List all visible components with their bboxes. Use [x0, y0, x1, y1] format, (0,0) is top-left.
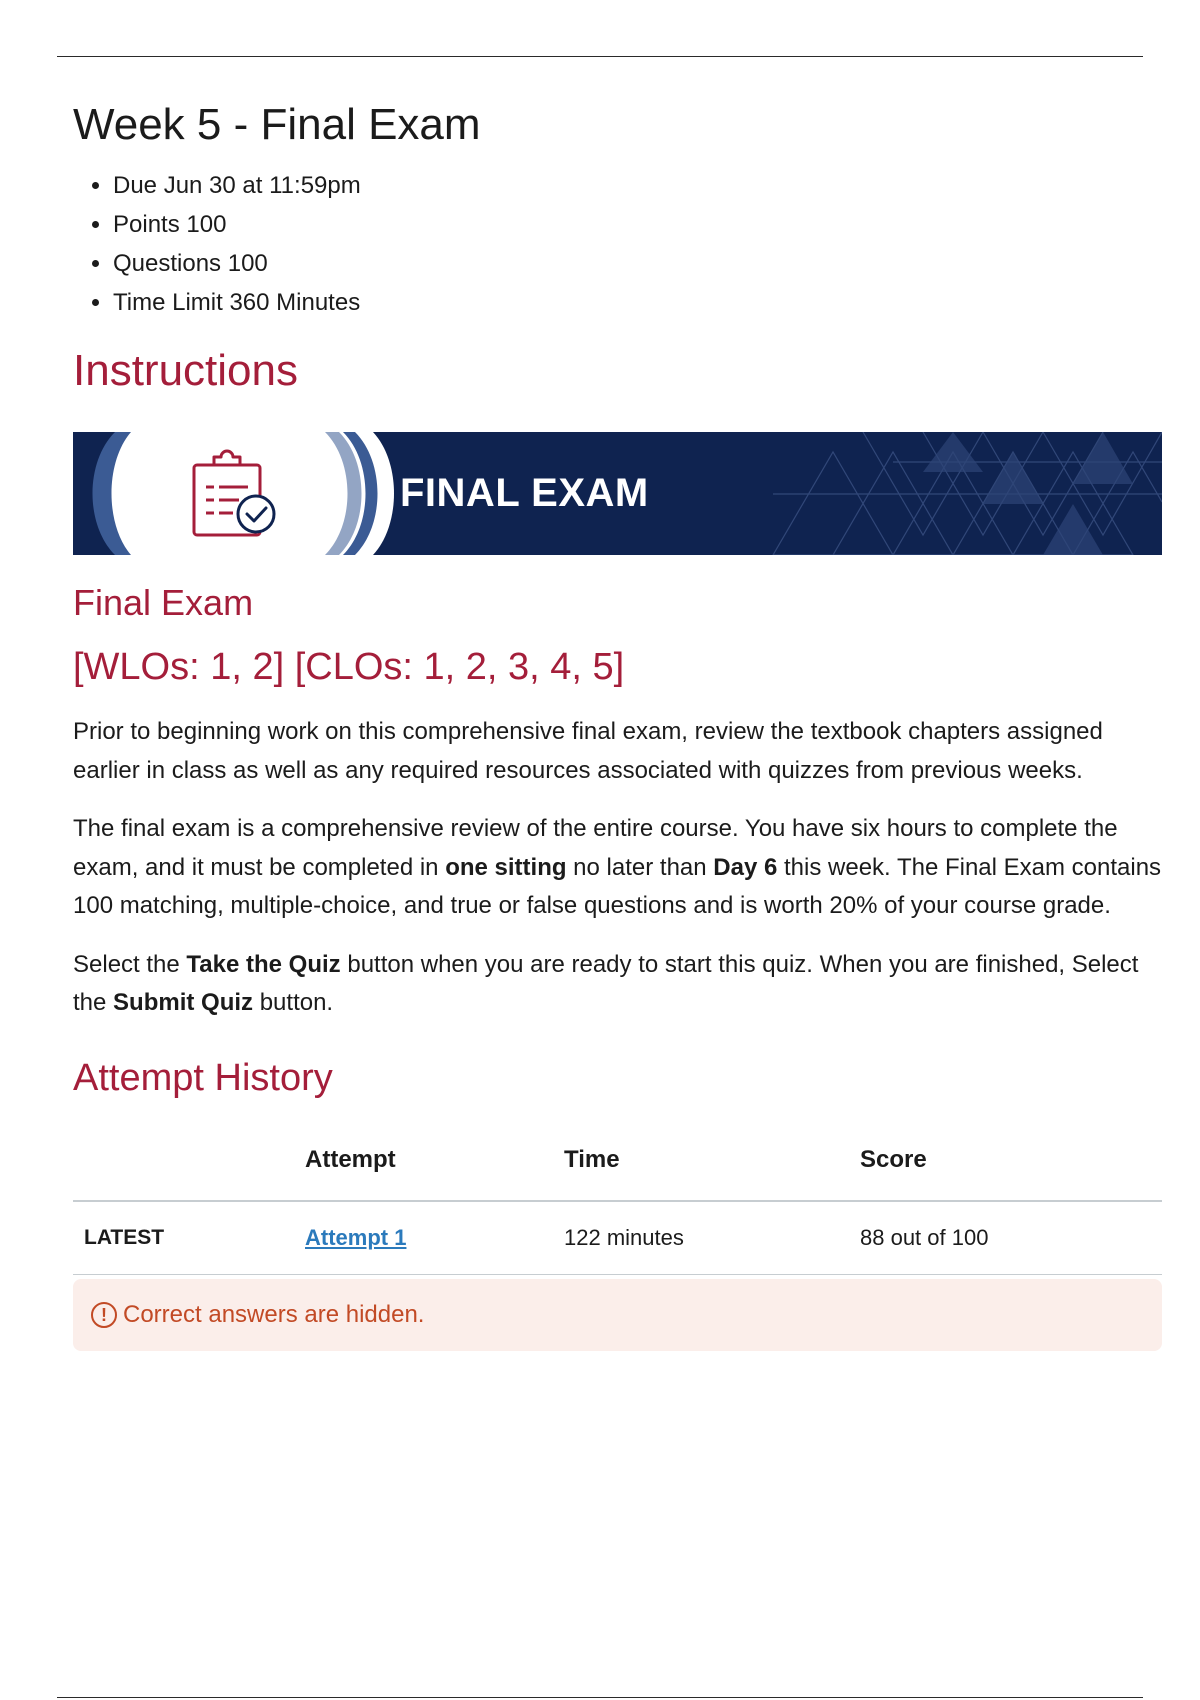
table-row [73, 1201, 1162, 1275]
column-header-attempt: Attempt [305, 1129, 564, 1201]
emphasis-submit-quiz: Submit Quiz [113, 989, 254, 1016]
top-divider [57, 56, 1143, 57]
due-date: • Due Jun 30 at 11:59pm [113, 166, 1162, 205]
attempt-1-link[interactable]: Attempt 1 [305, 1224, 407, 1250]
emphasis-day-6: Day 6 [713, 853, 778, 881]
time-limit: • Time Limit 360 Minutes [113, 283, 1162, 322]
emphasis-take-the-quiz: Take the Quiz [186, 950, 341, 978]
time-cell: 122 minutes [564, 1201, 860, 1275]
section-subheading: Final Exam [73, 582, 254, 623]
instructions-paragraph-2: The final exam is a comprehensive review of the entire course. You have six hours to complete the exam, and it must be completed in one sitting no later than Day 6 this week. The Final Exam contains 100 matching, multiple-choice, and true or false questions and is worth 20% of your course grade. [73, 815, 1162, 919]
points: • Points 100 [113, 205, 1162, 244]
latest-label: LATEST [73, 1201, 305, 1275]
column-header-score: Score [860, 1129, 1162, 1201]
column-header-time: Time [564, 1129, 860, 1201]
emphasis-one-sitting: one sitting [445, 853, 567, 881]
instructions-heading: Instructions [73, 346, 298, 395]
final-exam-banner [73, 432, 1162, 555]
banner-title: FINAL EXAM [400, 471, 649, 515]
column-header-label [73, 1129, 305, 1201]
instructions-paragraph-1: Prior to beginning work on this comprehensive final exam, review the textbook chapters assigned earlier in class as well as any required resources associated with quizzes from previous weeks. [73, 718, 1103, 784]
warning-icon: ! [91, 1302, 117, 1328]
score-cell: 88 out of 100 [860, 1201, 1162, 1275]
quiz-page [73, 98, 1162, 1351]
attempt-history-heading: Attempt History [73, 1056, 333, 1099]
learning-outcomes: [WLOs: 1, 2] [CLOs: 1, 2, 3, 4, 5] [73, 646, 625, 688]
question-count: • Questions 100 [113, 244, 1162, 283]
instructions-paragraph-3: Select the Take the Quiz button when you are ready to start this quiz. When you are finished, Select the Submit Quiz button. [73, 950, 1139, 1016]
attempt-cell [305, 1201, 564, 1275]
notice-text: Correct answers are hidden. [123, 1301, 425, 1328]
attempt-history-table [73, 1129, 1162, 1276]
bottom-divider [57, 1697, 1143, 1698]
hidden-answers-notice [73, 1279, 1162, 1351]
quiz-details-list [73, 166, 1162, 322]
page-title: Week 5 - Final Exam [73, 100, 481, 149]
table-header-row [73, 1129, 1162, 1201]
